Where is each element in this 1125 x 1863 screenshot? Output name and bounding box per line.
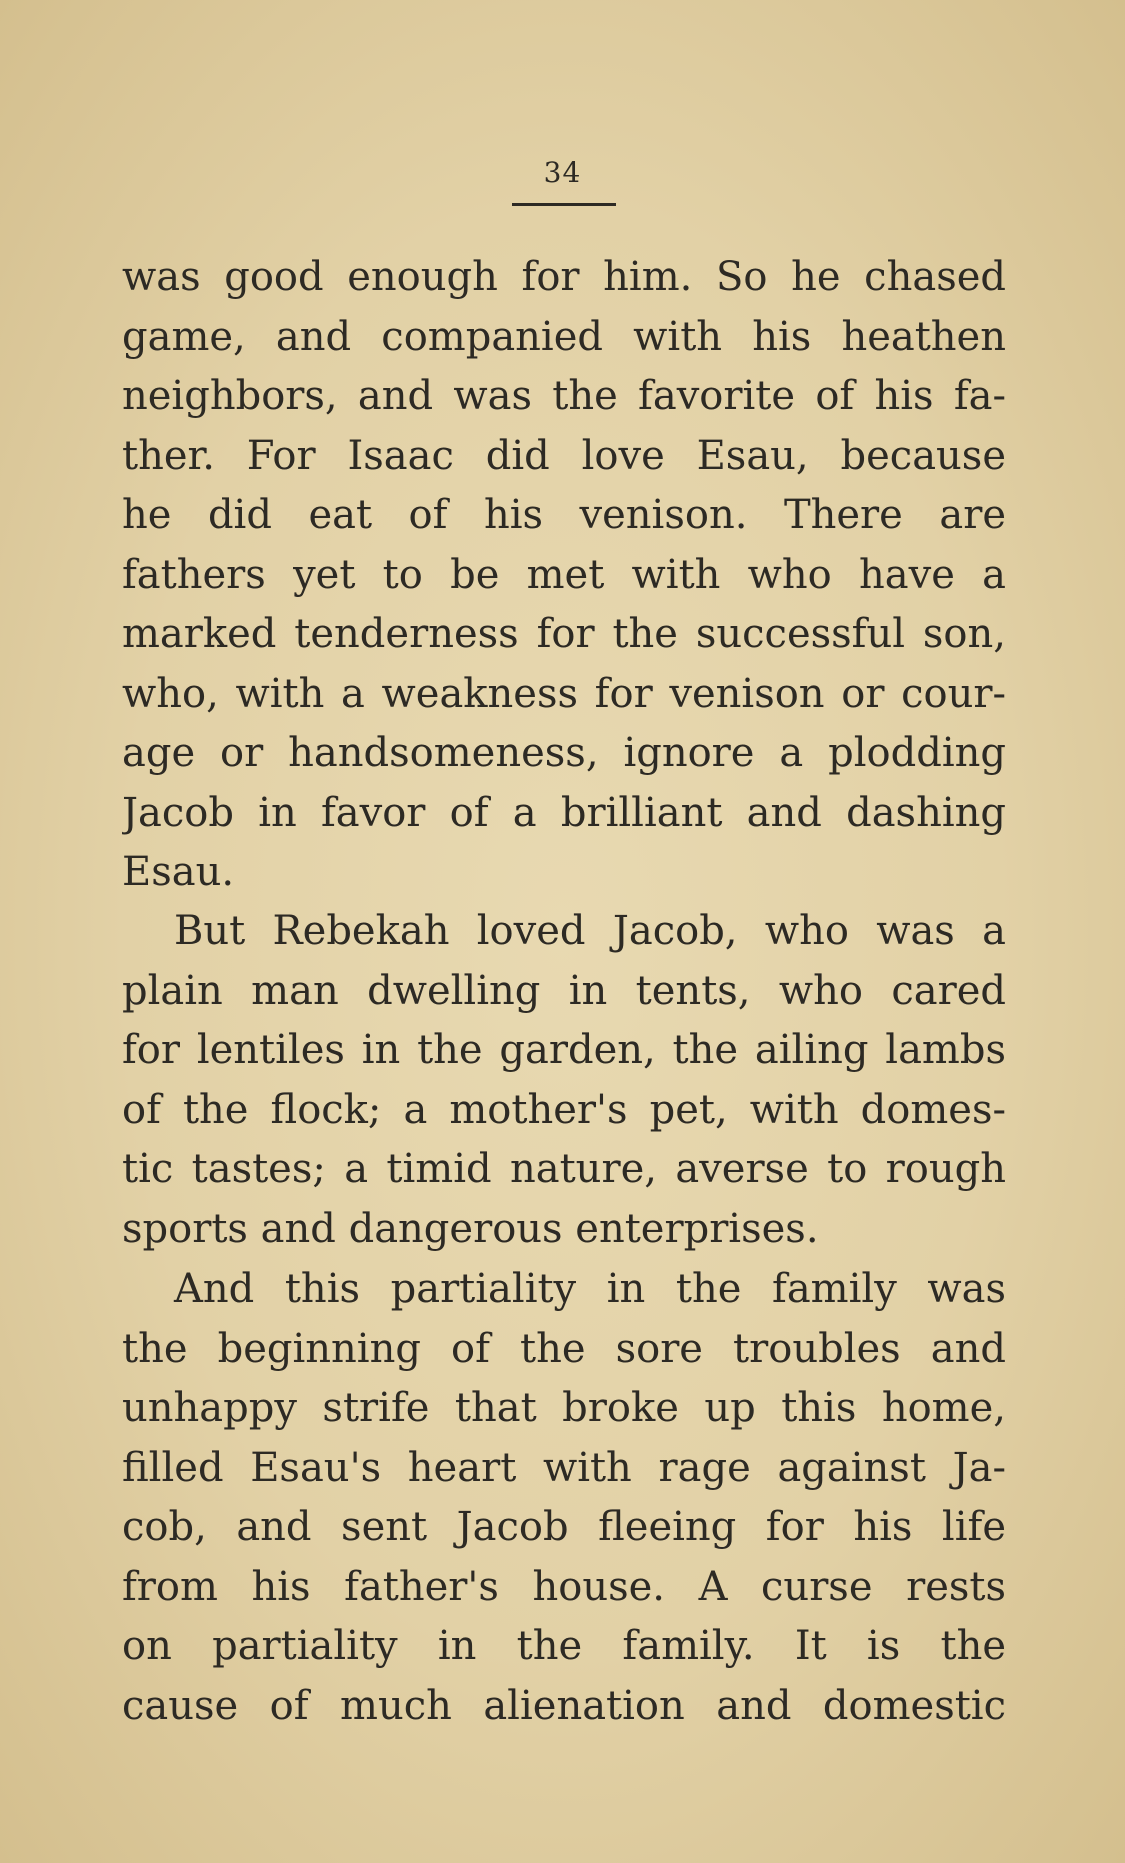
text-line: was good enough for him. So he chased — [122, 254, 1006, 300]
text-line: for lentiles in the garden, the ailing lambs — [122, 1027, 1006, 1073]
page-number-rule — [512, 203, 616, 206]
text-line: cause of much alienation and domestic — [122, 1682, 1006, 1729]
text-line: plain man dwelling in tents, who cared — [122, 967, 1006, 1014]
text-line: game, and companied with his heathen — [122, 313, 1006, 360]
text-line: But Rebekah loved Jacob, who was a — [174, 908, 1006, 954]
text-line: Esau. — [122, 849, 235, 895]
text-line: who, with a weakness for venison or cour- — [122, 670, 1006, 717]
text-line: cob, and sent Jacob fleeing for his life — [122, 1504, 1006, 1550]
text-line: sports and dangerous enterprises. — [122, 1205, 819, 1252]
text-line: filled Esau's heart with rage against Ja- — [122, 1444, 1006, 1491]
text-line: fathers yet to be met with who have a — [122, 551, 1006, 598]
paragraph-1 — [122, 248, 1006, 903]
text-line: from his father's house. A curse rests — [122, 1563, 1006, 1610]
text-line: of the flock; a mother's pet, with domes- — [122, 1086, 1006, 1133]
text-line: marked tenderness for the successful son, — [122, 611, 1006, 657]
text-line: tic tastes; a timid nature, averse to rough — [122, 1146, 1006, 1192]
text-line: And this partiality in the family was — [174, 1266, 1006, 1312]
paragraph-2 — [122, 902, 1006, 1259]
text-line: the beginning of the sore troubles and — [122, 1325, 1006, 1372]
text-line: on partiality in the family. It is the — [122, 1623, 1006, 1669]
page-number: 34 — [543, 156, 582, 189]
text-line: age or handsomeness, ignore a plodding — [122, 730, 1006, 776]
text-line: he did eat of his venison. There are — [122, 492, 1006, 538]
paragraph-3 — [122, 1260, 1006, 1736]
text-line: unhappy strife that broke up this home, — [122, 1385, 1006, 1431]
text-line: neighbors, and was the favorite of his fa- — [122, 373, 1006, 419]
text-line: Jacob in favor of a brilliant and dashing — [122, 789, 1006, 836]
text-line: ther. For Isaac did love Esau, because — [122, 432, 1006, 479]
